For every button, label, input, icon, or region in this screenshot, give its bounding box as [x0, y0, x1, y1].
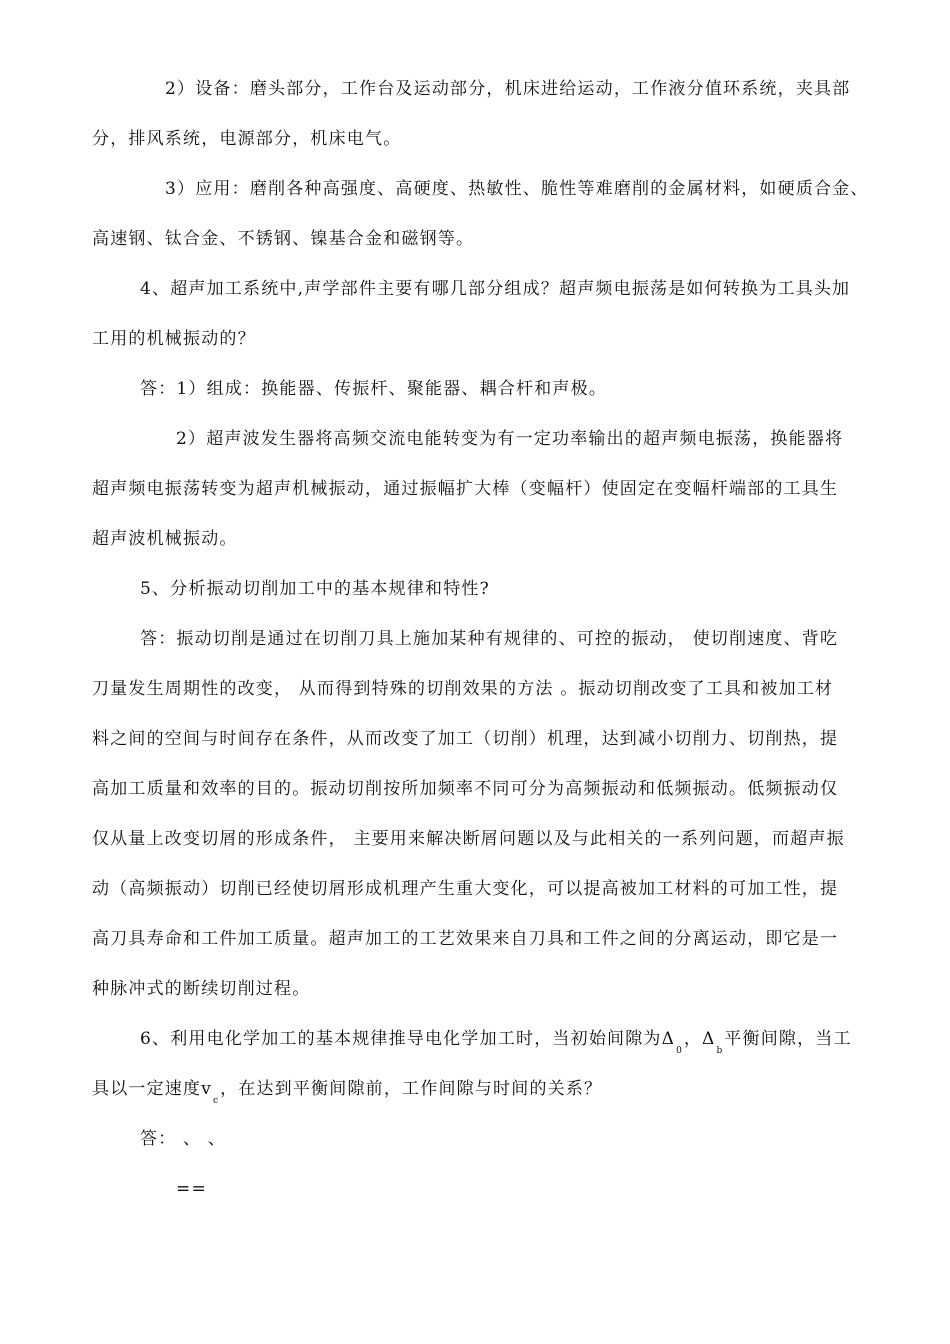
- delta-symbol-b: Δ: [702, 1029, 716, 1049]
- q6-line-1-suffix: 平衡间隙，当工: [724, 1029, 852, 1049]
- q6-equals: ==: [176, 1179, 207, 1199]
- q6-line-1: [140, 1027, 852, 1054]
- q4-answer-line-1: 答：1）组成：换能器、传振杆、聚能器、耦合杆和声极。: [140, 379, 608, 399]
- equipment-line-1: 2）设备：磨头部分，工作台及运动部分，机床进给运动，工作液分值环系统，夹具部: [165, 79, 851, 99]
- delta-subscript-b: b: [716, 1046, 723, 1056]
- q5-answer-line-3: 料之间的空间与时间存在条件，从而改变了加工（切削）机理，达到减小切削力、切削热，提: [92, 729, 839, 749]
- q5-answer-line-1: 答：振动切削是通过在切削刀具上施加某种有规律的、可控的振动， 使切削速度、背吃: [140, 629, 839, 649]
- q4-answer2-line-3: 超声波机械振动。: [92, 529, 238, 549]
- q5-answer-line-4: 高加工质量和效率的目的。振动切削按所加频率不同可分为高频振动和低频振动。低频振动仅: [92, 779, 839, 799]
- application-line-2: 高速钢、钛合金、不锈钢、镍基合金和磁钢等。: [92, 229, 475, 249]
- q5-answer-line-6: 动（高频振动）切削已经使切屑形成机理产生重大变化，可以提高被加工材料的可加工性，提: [92, 879, 839, 899]
- q5-answer-line-7: 高刀具寿命和工件加工质量。超声加工的工艺效果来自刀具和工件之间的分离运动，即它是一: [92, 929, 839, 949]
- q5-question: 5、分析振动切削加工中的基本规律和特性?: [140, 579, 490, 599]
- velocity-subscript: c: [213, 1096, 219, 1106]
- q5-answer-line-5: 仅从量上改变切屑的形成条件， 主要用来解决断屑问题以及与此相关的一系列问题，而超声振: [92, 829, 845, 849]
- q6-comma: ，: [683, 1029, 703, 1049]
- q6-line-2-prefix: 具以一定速度: [92, 1079, 202, 1099]
- q5-answer-line-8: 种脉冲式的断续切削过程。: [92, 979, 311, 999]
- q6-line-2-suffix: ，在达到平衡间隙前，工作间隙与时间的关系？: [220, 1079, 603, 1099]
- q6-line-2: [92, 1077, 602, 1104]
- q4-answer2-line-1: 2）超声波发生器将高频交流电能转变为有一定功率输出的超声频电振荡，换能器将: [176, 429, 844, 449]
- equipment-line-2: 分，排风系统，电源部分，机床电气。: [92, 129, 402, 149]
- q6-line-1-prefix: 6、利用电化学加工的基本规律推导电化学加工时，当初始间隙为: [140, 1029, 662, 1049]
- q4-question-line-1: 4、超声加工系统中,声学部件主要有哪几部分组成？超声频电振荡是如何转换为工具头加: [140, 279, 851, 299]
- delta-symbol-0: Δ: [661, 1029, 676, 1049]
- q4-question-line-2: 工用的机械振动的？: [92, 329, 256, 349]
- velocity-symbol: v: [201, 1079, 213, 1099]
- q6-answer: 答： 、 、: [140, 1129, 227, 1149]
- q5-answer-line-2: 刀量发生周期性的改变， 从而得到特殊的切削效果的方法 。振动切削改变了工具和被加工材: [92, 679, 834, 699]
- delta-subscript-0: 0: [676, 1046, 682, 1056]
- q4-answer2-line-2: 超声频电振荡转变为超声机械振动，通过振幅扩大棒（变幅杆）使固定在变幅杆端部的工具生: [92, 479, 839, 499]
- application-line-1: 3）应用：磨削各种高强度、高硬度、热敏性、脆性等难磨削的金属材料，如硬质合金、: [165, 179, 869, 199]
